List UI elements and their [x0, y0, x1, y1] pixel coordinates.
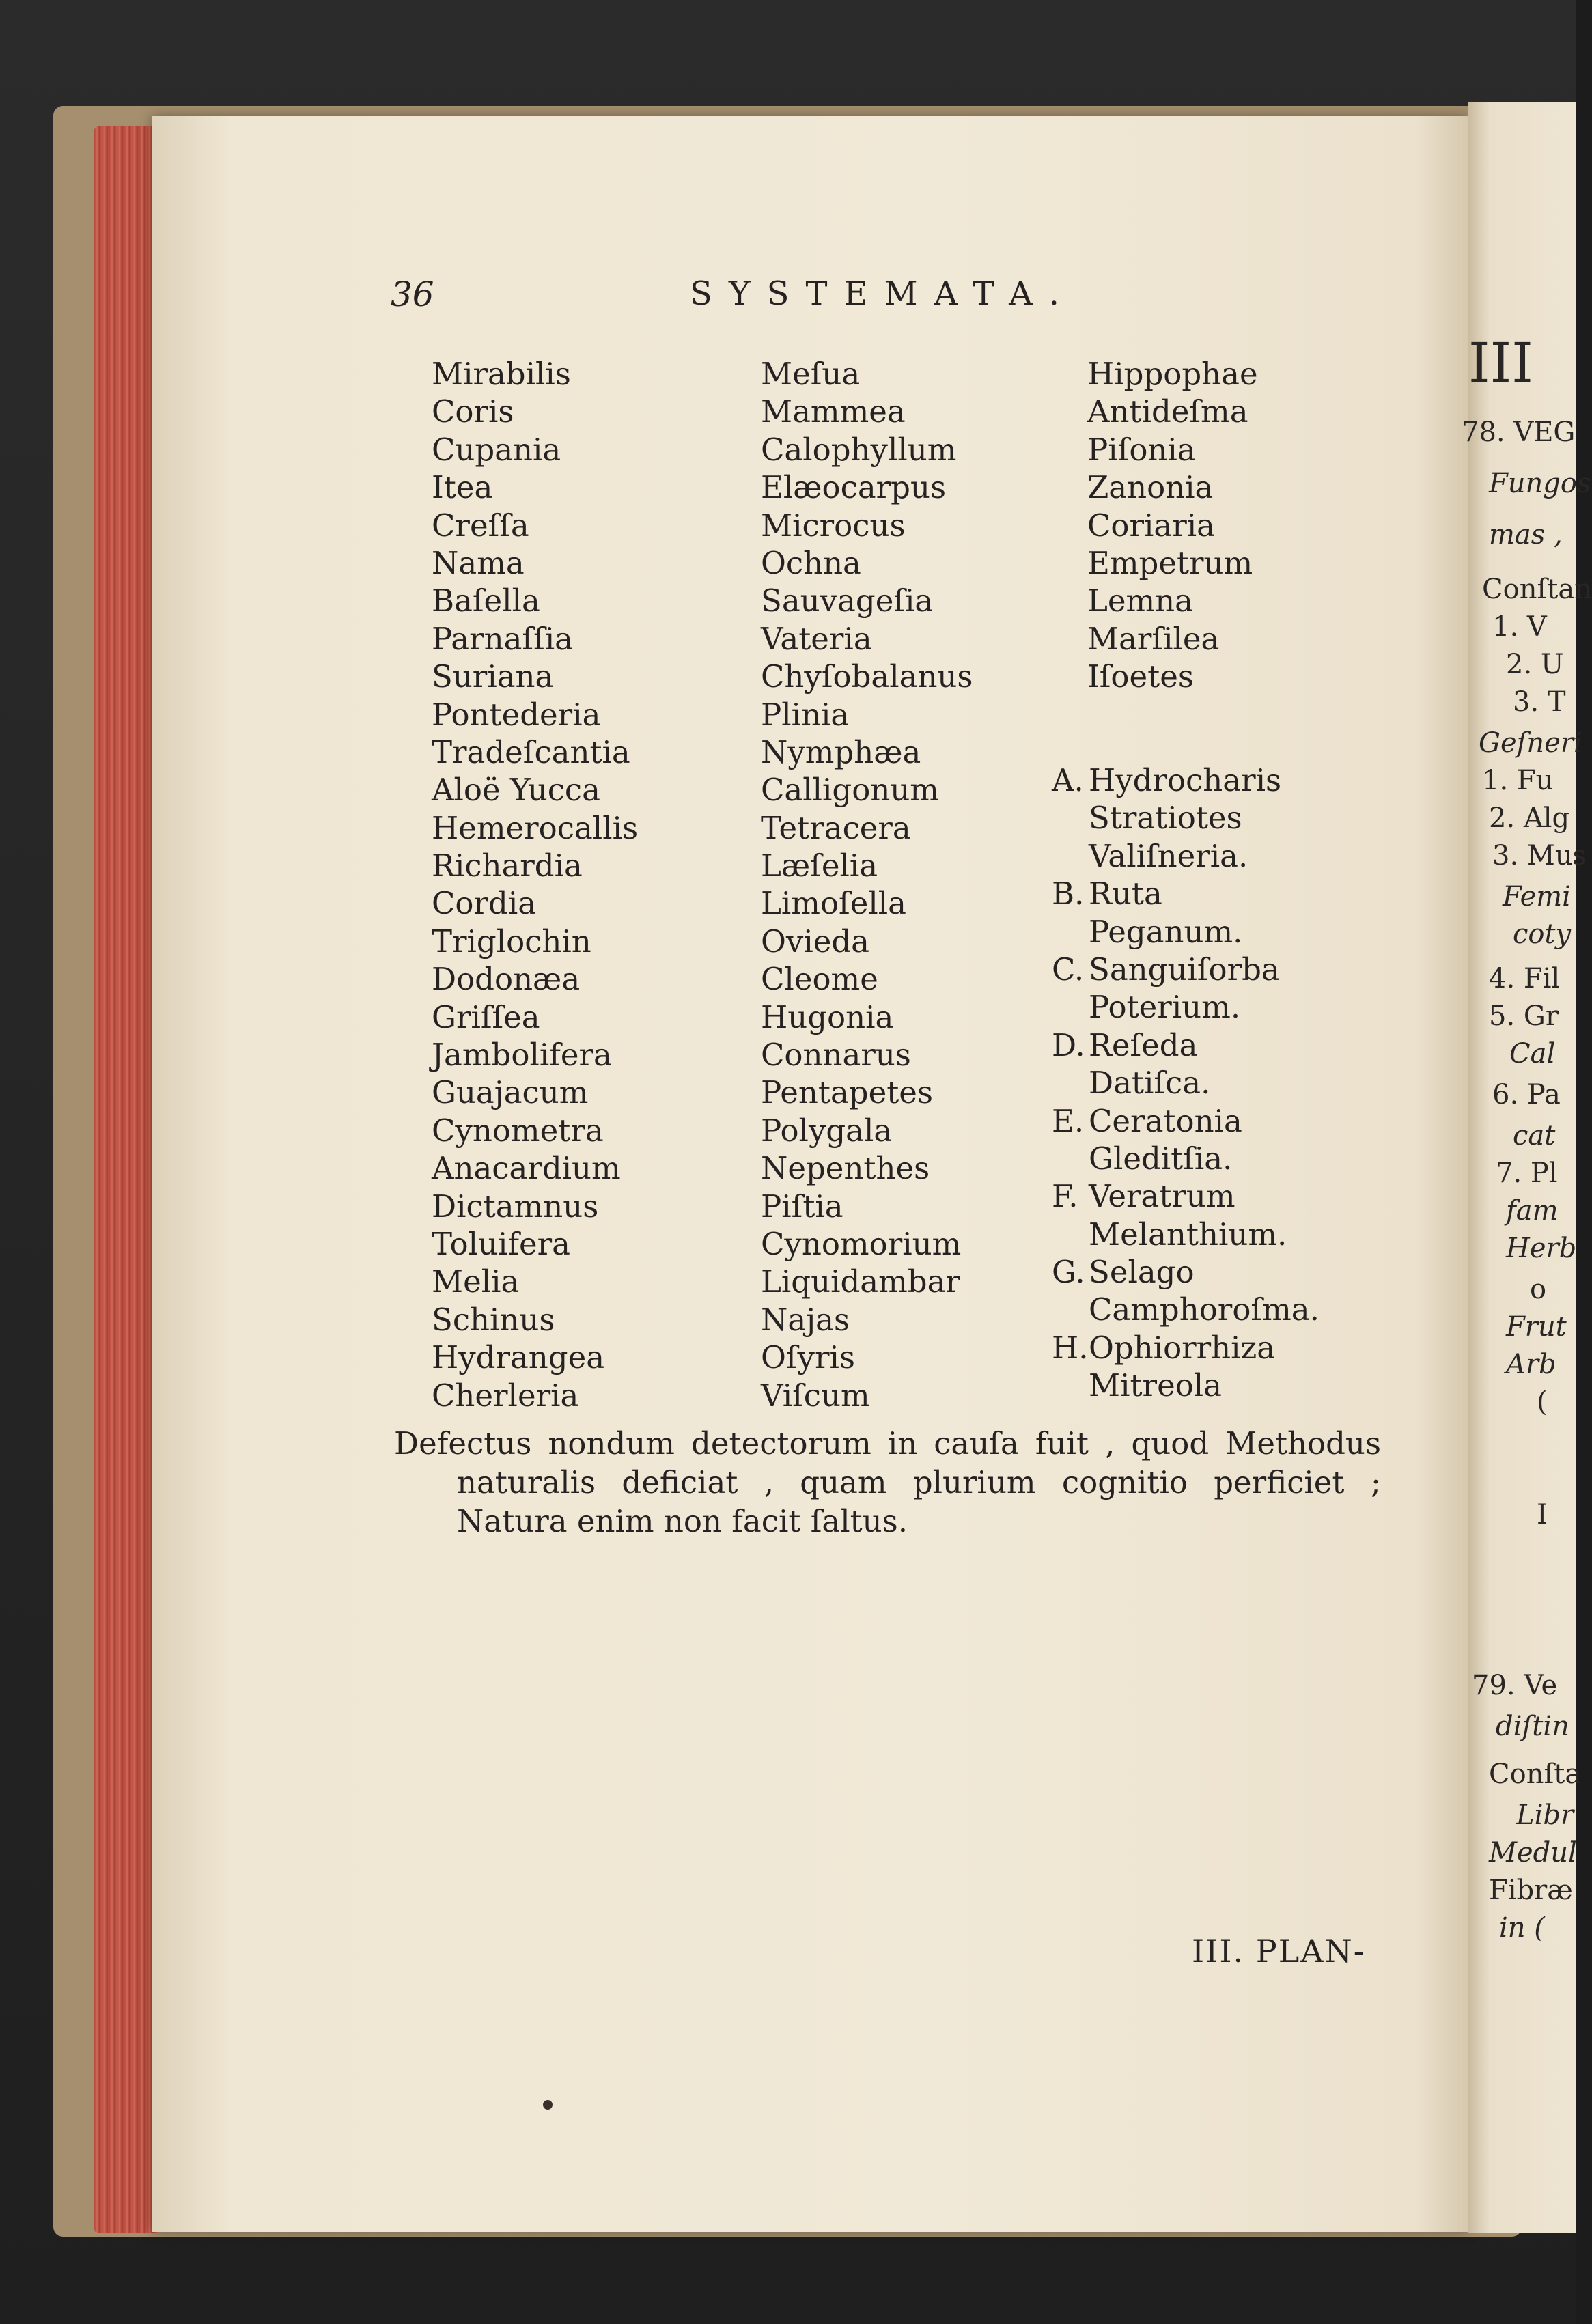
genus-name: Calligonum	[761, 772, 939, 809]
group-genus: Peganum.	[1089, 913, 1243, 950]
genus-name: Anacardium	[432, 1150, 621, 1187]
ink-spot	[543, 2100, 553, 2110]
group-genus: Reſeda	[1089, 1026, 1198, 1063]
genus-name: Itea	[432, 469, 493, 506]
genus-name: Liquidambar	[761, 1263, 960, 1300]
genus-name: Mammea	[761, 393, 906, 430]
group-genus: Ophiorrhiza	[1089, 1329, 1276, 1366]
genus-name: Tetracera	[761, 809, 911, 846]
facing-page-fragment: I	[1537, 1499, 1548, 1530]
genus-name: Vateria	[761, 620, 872, 657]
group-letter: D.	[1052, 1026, 1085, 1063]
facing-page-fragment: Conſtan	[1482, 574, 1592, 605]
genus-name: Chyſobalanus	[761, 658, 973, 695]
closing-paragraph	[394, 1424, 1381, 1541]
group-letter: E.	[1052, 1102, 1085, 1139]
genus-name: Guajacum	[432, 1074, 589, 1111]
facing-page-fragment: Frut	[1506, 1311, 1567, 1343]
facing-page-fragment: (	[1537, 1386, 1548, 1418]
genus-name: Iſoetes	[1087, 658, 1194, 695]
group-genus: Melanthium.	[1089, 1216, 1287, 1252]
genus-name: Cynometra	[432, 1112, 604, 1149]
genus-name: Creſſa	[432, 507, 529, 544]
group-genus: Gleditſia.	[1089, 1140, 1233, 1177]
group-first-line	[1052, 1177, 1319, 1215]
genus-name: Ochna	[761, 544, 861, 581]
facing-page-fragment: coty	[1513, 919, 1572, 950]
genus-name: Zanonia	[1087, 469, 1214, 506]
genus-name: Nama	[432, 544, 525, 581]
genus-name: Polygala	[761, 1112, 893, 1149]
genus-column-3	[1087, 355, 1258, 696]
genus-name: Mirabilis	[432, 356, 571, 392]
genus-name: Cordia	[432, 885, 537, 922]
genus-name: Marſilea	[1087, 620, 1220, 657]
facing-page-fragment: 2. Alg	[1489, 802, 1570, 834]
group-genus: Valiſneria.	[1089, 837, 1248, 874]
facing-page-fragment: diſtin	[1496, 1711, 1569, 1742]
genus-name: Læſelia	[761, 848, 878, 884]
genus-name: Empetrum	[1087, 544, 1253, 581]
group-letter: A.	[1052, 762, 1084, 798]
genus-name: Schinus	[432, 1301, 555, 1338]
genus-name: Hugonia	[761, 998, 894, 1035]
genus-name: Hemerocallis	[432, 809, 639, 846]
genus-name: Lemna	[1087, 583, 1193, 619]
genus-name: Pontederia	[432, 696, 601, 733]
genus-name: Piſtia	[761, 1188, 843, 1224]
group-genus: Datiſca.	[1089, 1065, 1211, 1102]
facing-page-fragment: Fungos	[1489, 468, 1591, 499]
genus-name: Richardia	[432, 848, 583, 884]
group-genus: Ruta	[1089, 876, 1162, 912]
facing-page-fragment: 6. Pa	[1492, 1079, 1561, 1110]
genus-name: Dodonæa	[432, 961, 581, 998]
genus-column-2	[761, 355, 973, 1414]
facing-page-fragment: 7. Pl	[1496, 1158, 1558, 1189]
genus-name: Suriana	[432, 658, 554, 695]
facing-page-fragment: 1. V	[1492, 611, 1547, 643]
genus-name: Sauvageſia	[761, 583, 934, 619]
genus-name: Limoſella	[761, 885, 906, 922]
paragraph-text: Defectus nondum detectorum in cauſa fuit , quod Methodus naturalis deficiat , quam plurium cognitio perficiet ; Natura enim non facit ſaltus.	[394, 1425, 1381, 1539]
genus-name: Meſua	[761, 356, 861, 392]
group-letter: G.	[1052, 1254, 1085, 1291]
page-block-edge	[94, 126, 157, 2233]
genus-name: Cynomorium	[761, 1225, 962, 1262]
genus-name: Nepenthes	[761, 1150, 930, 1187]
facing-page-fragment: Libr	[1516, 1800, 1574, 1831]
group-first-line	[1052, 1026, 1319, 1064]
group-letter: H.	[1052, 1329, 1089, 1366]
facing-page-fragment: 3. Mus	[1492, 840, 1587, 871]
genus-name: Connarus	[761, 1037, 911, 1074]
facing-page-fragment: 3. T	[1513, 686, 1566, 718]
genus-name: Plinia	[761, 696, 850, 733]
facing-page-fragment: Femi	[1503, 881, 1571, 912]
genus-name: Coris	[432, 393, 514, 430]
group-genus: Selago	[1089, 1254, 1195, 1291]
group-letter: B.	[1052, 876, 1085, 912]
facing-page-fragment: mas ,	[1489, 519, 1563, 550]
facing-page-fragment: 2. U	[1506, 649, 1564, 680]
group-first-line	[1052, 1253, 1319, 1291]
group-genus: Ceratonia	[1089, 1102, 1242, 1139]
genus-name: Pentapetes	[761, 1074, 934, 1111]
facing-page-fragment: Fibræ	[1489, 1875, 1573, 1906]
genus-name: Jambolifera	[432, 1037, 612, 1074]
group-letter: F.	[1052, 1178, 1078, 1215]
catchword: III. PLAN-	[1192, 1933, 1366, 1970]
group-genus: Hydrocharis	[1089, 762, 1282, 798]
facing-page-fragment: 5. Gr	[1489, 1000, 1559, 1032]
genus-column-1	[432, 355, 638, 1414]
genus-name: Ovieda	[761, 923, 869, 960]
genus-name: Griſſea	[432, 998, 540, 1035]
genus-name: Cleome	[761, 961, 878, 998]
genus-name: Nymphæa	[761, 733, 921, 770]
facing-page-fragment: 79. Ve	[1472, 1670, 1558, 1701]
genus-name: Hippophae	[1087, 356, 1258, 392]
genus-name: Oſyris	[761, 1339, 855, 1376]
group-genus: Mitreola	[1089, 1367, 1223, 1404]
running-title: SYSTEMATA.	[690, 275, 1076, 313]
genus-name: Antideſma	[1087, 393, 1248, 430]
genus-name: Elæocarpus	[761, 469, 947, 506]
genus-name: Dictamnus	[432, 1188, 599, 1224]
genus-name: Cupania	[432, 431, 561, 468]
facing-page-fragment: o	[1530, 1274, 1547, 1305]
group-genus: Sanguiſorba	[1089, 951, 1280, 988]
group-first-line	[1052, 761, 1319, 799]
facing-page-fragment: Medul	[1489, 1837, 1577, 1868]
genus-name: Triglochin	[432, 923, 591, 960]
genus-name: Calophyllum	[761, 431, 957, 468]
facing-page-fragment: fam	[1506, 1195, 1559, 1227]
facing-page-edge	[1462, 102, 1592, 2233]
facing-page-fragment: Herb	[1506, 1233, 1577, 1264]
page-number: 36	[391, 275, 434, 314]
lettered-groups	[1052, 761, 1319, 1405]
group-genus: Camphoroſma.	[1089, 1291, 1319, 1328]
genus-name: Hydrangea	[432, 1339, 605, 1376]
group-genus: Stratiotes	[1089, 800, 1242, 837]
genus-name: Melia	[432, 1263, 520, 1300]
group-first-line	[1052, 1329, 1319, 1367]
genus-name: Baſella	[432, 583, 540, 619]
group-first-line	[1052, 875, 1319, 912]
genus-name: Parnaſſia	[432, 620, 573, 657]
facing-page-fragment: 78. VEG	[1462, 417, 1576, 448]
facing-page-fragment: III	[1468, 331, 1533, 395]
genus-name: Viſcum	[761, 1377, 870, 1414]
genus-name: Cherleria	[432, 1377, 579, 1414]
facing-page-fragment: Cal	[1509, 1038, 1556, 1069]
genus-name: Toluifera	[432, 1225, 571, 1262]
facing-page-fragment: 1. Fu	[1482, 765, 1554, 796]
facing-page-fragment: Geſneri	[1479, 727, 1582, 759]
facing-page-fragment: in (	[1499, 1912, 1545, 1944]
facing-page-fragment: Conſta	[1489, 1759, 1582, 1790]
group-letter: C.	[1052, 951, 1085, 988]
facing-page-fragment: 4. Fil	[1489, 963, 1561, 994]
facing-page-fragment: Arb	[1506, 1349, 1556, 1380]
group-genus: Veratrum	[1089, 1178, 1235, 1215]
genus-name: Tradeſcantia	[432, 733, 630, 770]
genus-name: Piſonia	[1087, 431, 1196, 468]
genus-name: Aloë Yucca	[432, 772, 600, 809]
genus-name: Coriaria	[1087, 507, 1215, 544]
genus-name: Microcus	[761, 507, 906, 544]
group-first-line	[1052, 1102, 1319, 1140]
facing-page-fragment: cat	[1513, 1120, 1556, 1151]
group-first-line	[1052, 951, 1319, 988]
genus-name: Najas	[761, 1301, 850, 1338]
group-genus: Poterium.	[1089, 989, 1241, 1026]
